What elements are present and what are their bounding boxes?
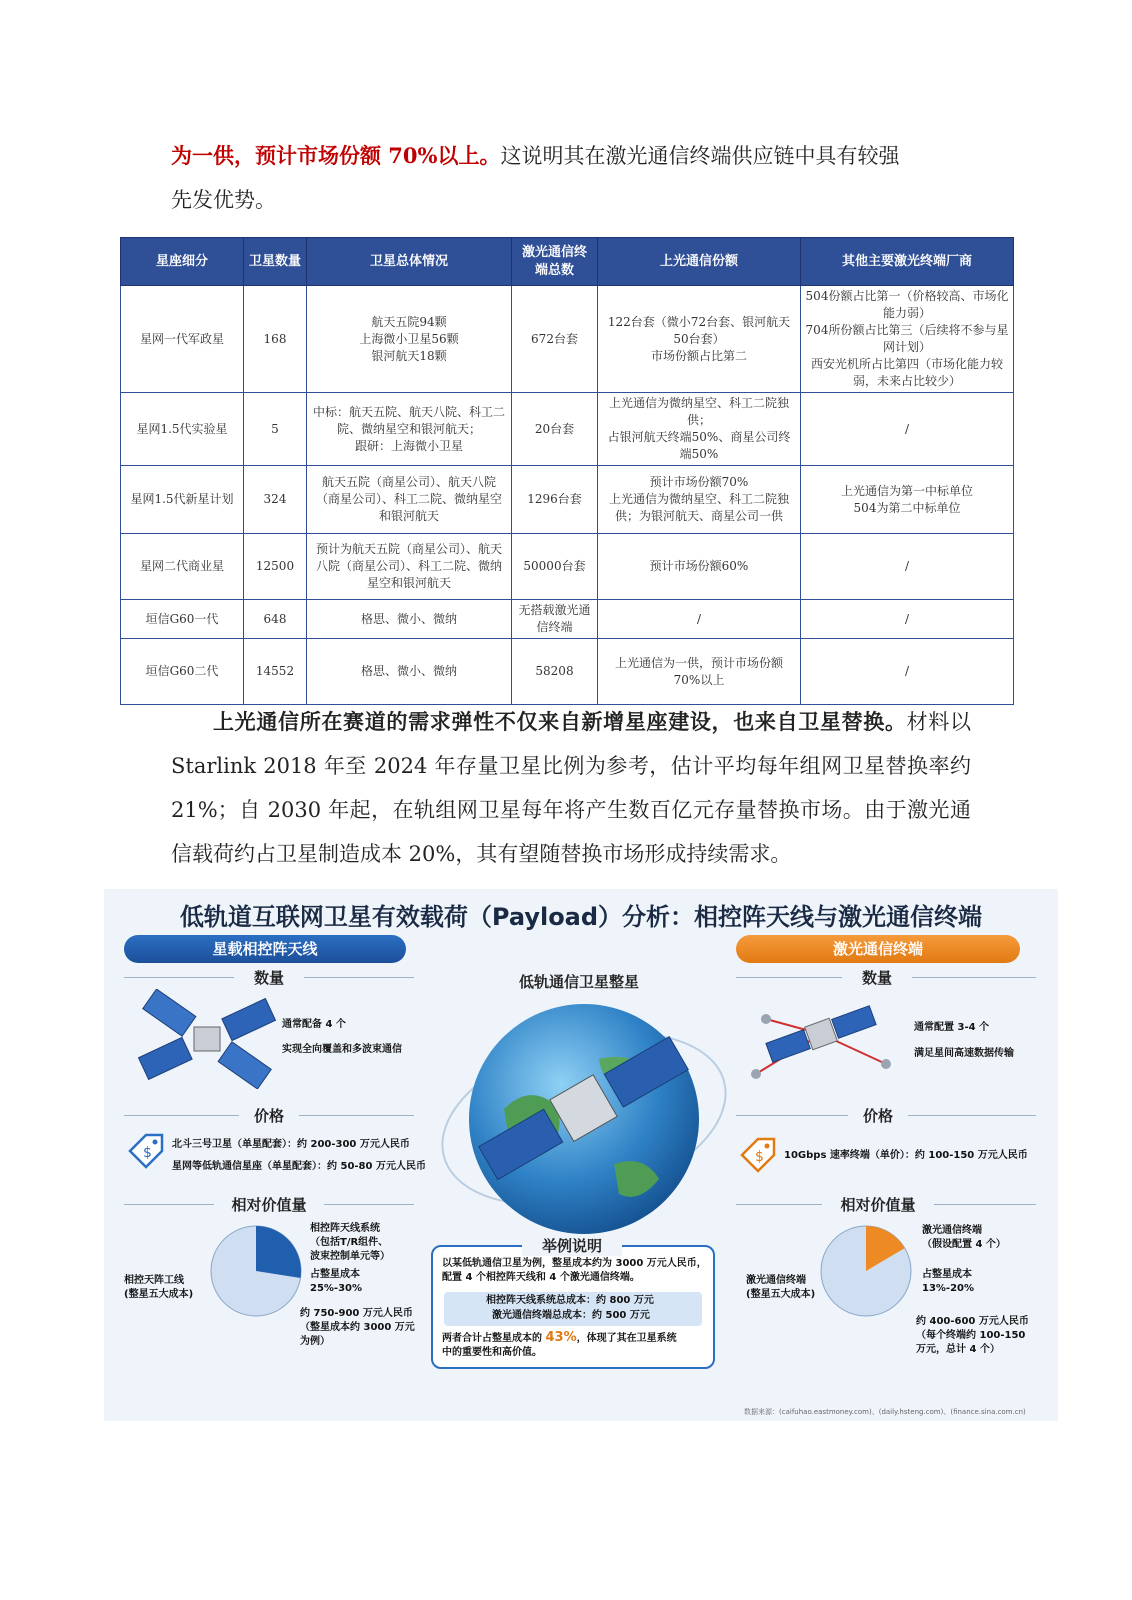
left-value-pie <box>206 1221 306 1321</box>
table-cell: 648 <box>244 600 307 639</box>
example-title: 举例说明 <box>522 1235 622 1256</box>
table-cell: 14552 <box>244 639 307 705</box>
table-cell: 中标：航天五院、航天八院、科工二院、微纳星空和银河航天； 跟研：上海微小卫星 <box>307 393 512 466</box>
right-pill: 激光通信终端 <box>736 935 1020 963</box>
left-qty-title: 数量 <box>234 967 304 988</box>
globe-satellite-illustration <box>434 989 734 1239</box>
table-cell: 格思、微小、微纳 <box>307 639 512 705</box>
svg-text:$: $ <box>755 1149 764 1165</box>
right-rest-label: 激光通信终端 (整星五大成本) <box>746 1275 816 1300</box>
table-cell: 航天五院（商星公司）、航天八院（商星公司）、科工二院、微纳星空和银河航天 <box>307 466 512 534</box>
summary-pre: 两者合计占整星成本的 <box>442 1333 546 1344</box>
header-cell: 其他主要激光终端厂商 <box>801 238 1014 286</box>
table-row <box>121 639 1014 705</box>
infographic-title: 低轨道互联网卫星有效载荷（Payload）分析：相控阵天线与激光通信终端 <box>179 903 983 931</box>
center-label: 低轨通信卫星整星 <box>518 973 639 991</box>
summary-post: ，体现了其在卫星系统 <box>576 1333 677 1344</box>
table-cell: / <box>801 393 1014 466</box>
table-row <box>121 466 1014 534</box>
left-pie-label: 相控阵天线系统 （包括T/R组件、 波束控制单元等） <box>310 1223 390 1262</box>
table-cell: 122台套（微小72台套、银河航天50台套） 市场份额占比第二 <box>598 286 801 393</box>
table-cell: 1296台套 <box>512 466 598 534</box>
right-pie-label: 激光通信终端 （假设配置 4 个） <box>922 1225 1006 1250</box>
price-tag-icon <box>738 1135 778 1175</box>
header-cell: 卫星总体情况 <box>307 238 512 286</box>
left-pct-label: 占整星成本 25%-30% <box>310 1269 363 1294</box>
header-cell: 卫星数量 <box>244 238 307 286</box>
table-row <box>121 534 1014 600</box>
table-cell: 星网1.5代实验星 <box>121 393 244 466</box>
right-qty-line2: 满足星间高速数据传输 <box>914 1048 1014 1059</box>
table-row <box>121 393 1014 466</box>
table-cell: 预计市场份额70% 上光通信为微纳星空、科工二院独供；为银河航天、商星公司一供 <box>598 466 801 534</box>
right-amount-label: 约 400-600 万元人民币 （每个终端约 100-150 万元，总计 4 个） <box>916 1316 1029 1355</box>
summary-line1 <box>442 1331 677 1346</box>
table-cell: 504份额占比第一（价格较高、市场化能力弱） 704所份额占比第三（后续将不参与星网计划） 西安光机所占比第四（市场化能力较弱，未来占比较少） <box>801 286 1014 393</box>
right-pct-label: 占整星成本 13%-20% <box>922 1269 975 1294</box>
table-cell: / <box>801 600 1014 639</box>
analysis-paragraph <box>171 700 971 876</box>
header-cell: 上光通信份额 <box>598 238 801 286</box>
table-cell: 无搭载激光通信终端 <box>512 600 598 639</box>
table-cell: / <box>598 600 801 639</box>
analysis-text: 材料以 Starlink 2018 年至 2024 年存量卫星比例为参考，估计平均每年组网卫星替换率约 21%；自 2030 年起，在轨组网卫星每年将产生数百亿元存量替换市场。由于激光通信载荷约占卫星制造成本 20%，其有望随替换市场形成持续需求。 <box>171 710 972 866</box>
table-row <box>121 286 1014 393</box>
analysis-bold-text: 上光通信所在赛道的需求弹性不仅来自新增星座建设，也来自卫星替换。 <box>213 709 907 734</box>
source-note: 数据来源：(caifuhao.eastmoney.com)、(daily.hsteng.com)、(finance.sina.com.cn) <box>744 1408 1026 1416</box>
left-pill: 星载相控阵天线 <box>124 935 406 963</box>
intro-paragraph <box>171 134 971 222</box>
intro-line2: 先发优势。 <box>171 188 276 212</box>
left-qty-line1: 通常配备 4 个 <box>282 1019 346 1030</box>
laser-satellite-icon <box>736 989 906 1089</box>
table-cell: 58208 <box>512 639 598 705</box>
summary-pct: 43% <box>545 1330 577 1345</box>
table-cell: 5 <box>244 393 307 466</box>
header-cell: 激光通信终端总数 <box>512 238 598 286</box>
table-cell: 324 <box>244 466 307 534</box>
right-price-title: 价格 <box>848 1105 908 1126</box>
price-tag-icon <box>126 1131 166 1171</box>
table-cell: 168 <box>244 286 307 393</box>
table-cell: 航天五院94颗 上海微小卫星56颗 银河航天18颗 <box>307 286 512 393</box>
left-price-line2: 星网等低轨通信星座（单星配套）：约 50-80 万元人民币 <box>172 1161 426 1172</box>
table-row <box>121 600 1014 639</box>
table-cell: 格思、微小、微纳 <box>307 600 512 639</box>
right-value-title: 相对价值量 <box>822 1194 934 1215</box>
table-cell: 50000台套 <box>512 534 598 600</box>
table-cell: 上光通信为第一中标单位 504为第二中标单位 <box>801 466 1014 534</box>
intro-text: 这说明其在激光通信终端供应链中具有较强 <box>500 144 900 168</box>
constellation-table <box>120 237 1014 705</box>
table-cell: / <box>801 534 1014 600</box>
table-cell: 星网一代军政星 <box>121 286 244 393</box>
cost-line1: 相控阵天线系统总成本：约 800 万元 <box>486 1295 654 1306</box>
table-cell: 672台套 <box>512 286 598 393</box>
payload-infographic <box>104 889 1058 1421</box>
highlight-text: 为一供，预计市场份额 70%以上。 <box>171 143 501 168</box>
table-cell: 星网1.5代新星计划 <box>121 466 244 534</box>
summary-line2: 中的重要性和高价值。 <box>442 1347 542 1358</box>
right-qty-title: 数量 <box>842 967 912 988</box>
table-cell: 星网二代商业星 <box>121 534 244 600</box>
pie-slice <box>256 1226 301 1278</box>
table-cell: 预计市场份额60% <box>598 534 801 600</box>
svg-text:$: $ <box>143 1145 152 1161</box>
table-cell: 预计为航天五院（商星公司）、航天八院（商星公司）、科工二院、微纳星空和银河航天 <box>307 534 512 600</box>
example-line1: 以某低轨通信卫星为例，整星成本约为 3000 万元人民币， <box>442 1258 707 1269</box>
table-header-row <box>121 238 1014 286</box>
table-cell: 上光通信为一供，预计市场份额70%以上 <box>598 639 801 705</box>
table-cell: 上光通信为微纳星空、科工二院独供； 占银河航天终端50%、商星公司终端50% <box>598 393 801 466</box>
right-value-pie <box>816 1221 916 1321</box>
table-cell: / <box>801 639 1014 705</box>
right-price-line1: 10Gbps 速率终端（单价）：约 100-150 万元人民币 <box>784 1150 1028 1161</box>
cost-line2: 激光通信终端总成本：约 500 万元 <box>492 1310 650 1321</box>
left-amount-label: 约 750-900 万元人民币 （整星成本约 3000 万元 为例） <box>300 1308 415 1347</box>
satellite-icon <box>132 989 282 1089</box>
table-cell: 垣信G60二代 <box>121 639 244 705</box>
header-cell: 星座细分 <box>121 238 244 286</box>
left-price-title: 价格 <box>239 1105 299 1126</box>
left-rest-label: 相控天阵工线 (整星五大成本) <box>124 1275 194 1300</box>
left-value-title: 相对价值量 <box>214 1194 324 1215</box>
table-cell: 12500 <box>244 534 307 600</box>
left-price-line1: 北斗三号卫星（单星配套）：约 200-300 万元人民币 <box>172 1139 410 1150</box>
example-line2: 配置 4 个相控阵天线和 4 个激光通信终端。 <box>442 1272 640 1283</box>
table-cell: 20台套 <box>512 393 598 466</box>
right-qty-line1: 通常配置 3-4 个 <box>914 1022 990 1033</box>
left-qty-line2: 实现全向覆盖和多波束通信 <box>282 1044 402 1055</box>
table-cell: 垣信G60一代 <box>121 600 244 639</box>
